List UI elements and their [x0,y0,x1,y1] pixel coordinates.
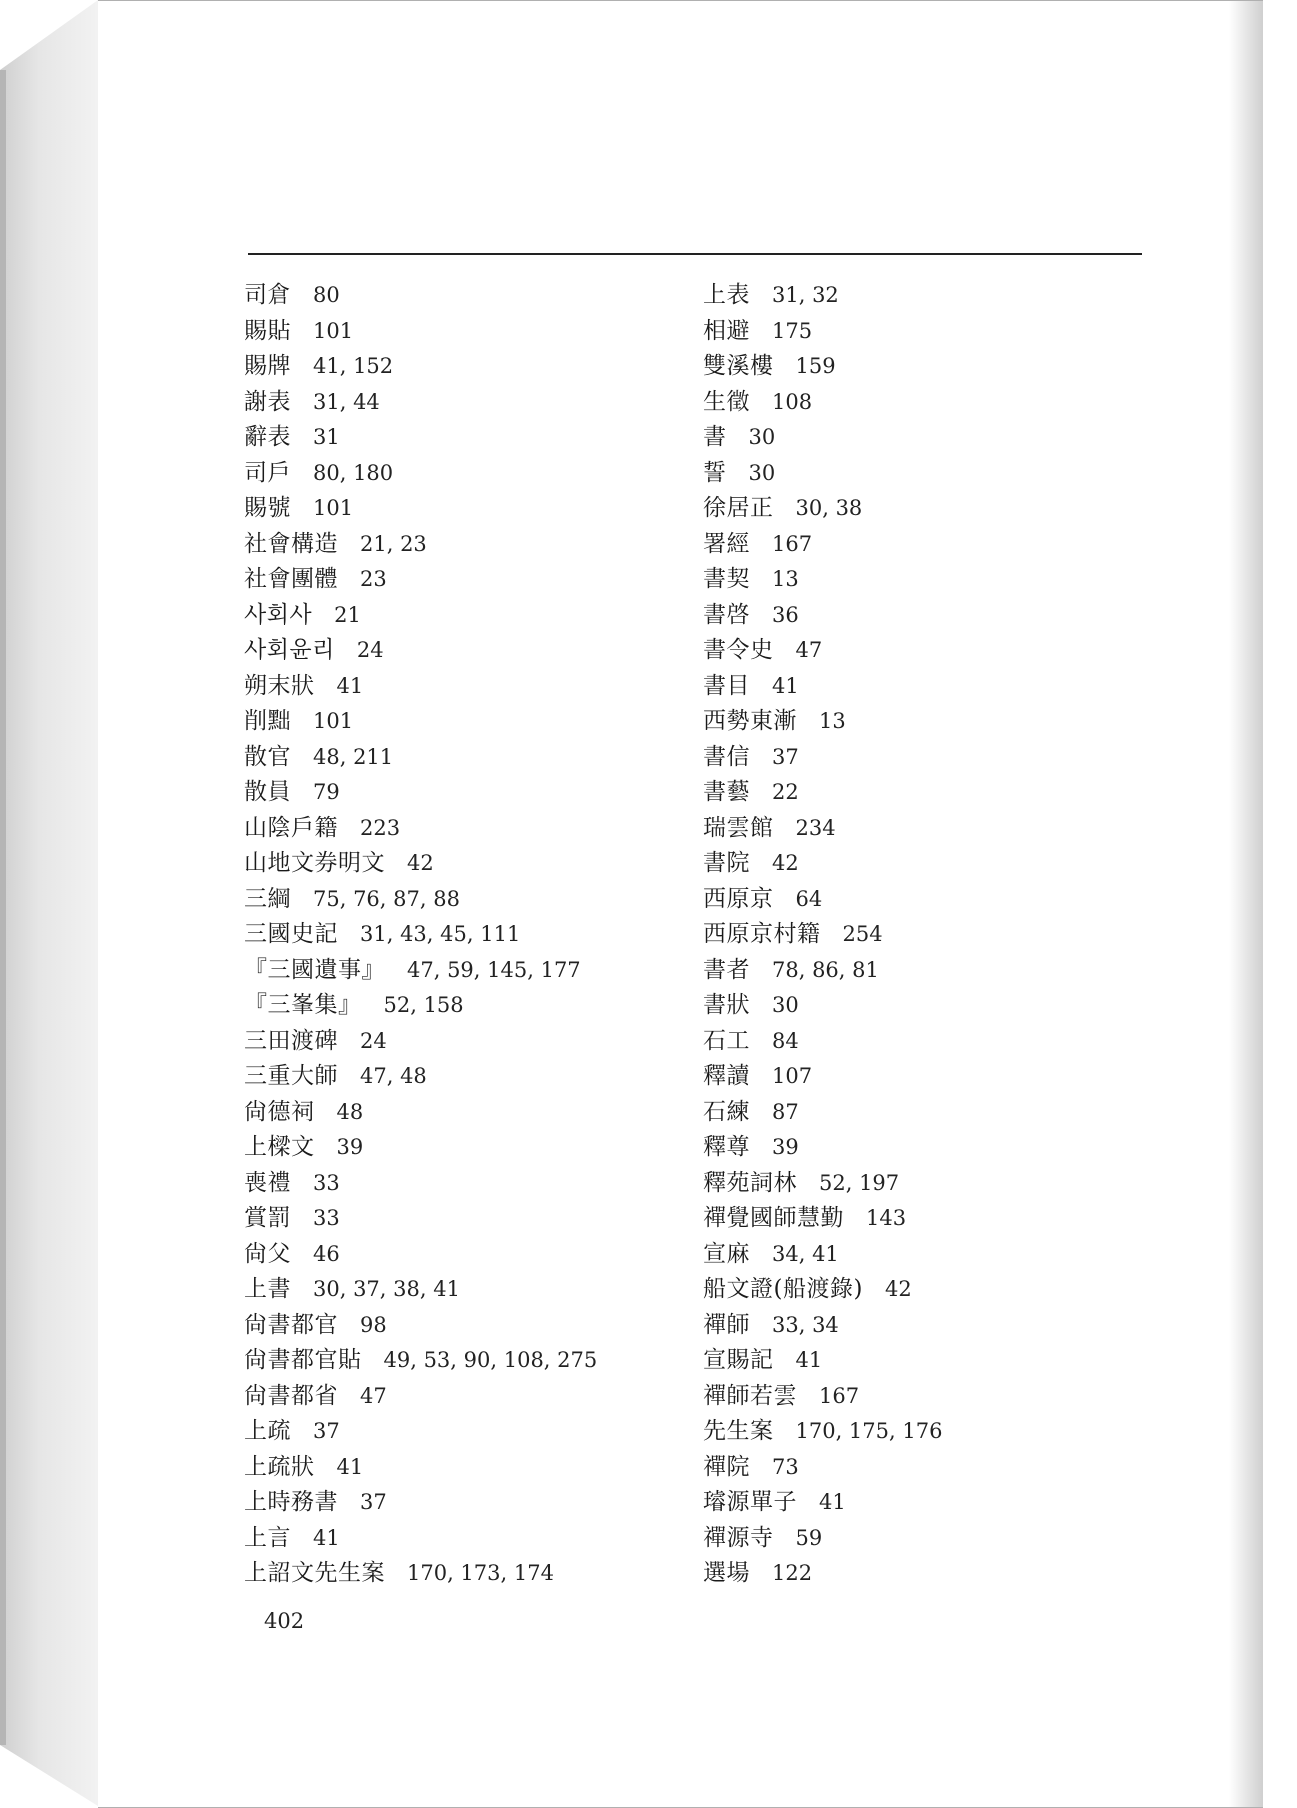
index-entry [703,1095,1143,1131]
index-term: 石工 [703,1027,750,1054]
index-page-refs: 49, 53, 90, 108, 275 [383,1348,598,1372]
index-term: 書 [703,424,727,450]
index-entry [703,669,1143,705]
index-entry [703,349,1143,385]
index-term: 辭表 [244,424,291,450]
index-term: 賜號 [244,495,291,521]
index-page-refs: 24 [360,1028,387,1053]
index-term: 石練 [703,1098,750,1125]
index-term: 賞罰 [244,1205,291,1231]
index-term: 社會團體 [244,566,338,592]
index-term: 上表 [703,282,750,308]
index-page-refs: 37 [360,1490,387,1514]
index-entry [244,704,684,740]
index-page-refs: 46 [313,1241,340,1266]
index-entry [244,882,684,918]
index-page-refs: 87 [772,1099,799,1124]
index-term: 禪師若雲 [703,1382,797,1409]
index-entry [244,1024,684,1060]
index-entry [244,740,684,776]
index-entry [703,1272,1143,1308]
index-entry [703,633,1143,669]
index-term: 司倉 [244,282,291,308]
index-term: 上言 [244,1524,291,1551]
index-term: 書目 [703,672,750,699]
index-term: 사회사 [244,601,313,628]
index-term: 三綱 [244,885,291,912]
index-page-refs: 234 [795,815,836,840]
book-spine-edge [0,70,6,1745]
index-entry [244,1450,684,1486]
index-entry [703,1343,1143,1379]
index-page-refs: 52, 158 [383,993,464,1017]
index-page-refs: 101 [313,709,354,733]
index-term: 上詔文先生案 [244,1560,385,1586]
index-term: 署經 [703,530,750,557]
index-page-refs: 37 [313,1419,340,1443]
index-page-refs: 33 [313,1170,340,1195]
index-entry [703,491,1143,527]
page-edge-shadow [1229,1,1263,1807]
index-entry [244,1521,684,1557]
index-entry [703,1414,1143,1450]
index-entry [244,1556,684,1592]
index-page-refs: 42 [884,1277,912,1301]
index-term: 山陰戶籍 [244,814,338,841]
index-term: 上疏狀 [244,1453,315,1480]
index-term: 尙父 [244,1240,291,1267]
index-term: 船文證(船渡錄) [703,1276,863,1302]
index-entry [244,988,684,1024]
index-term: 宣賜記 [703,1347,774,1373]
index-term: 書者 [703,956,750,983]
index-term: 瑞雲館 [703,814,774,841]
index-page-refs: 64 [795,886,823,911]
index-page-refs: 78, 86, 81 [772,957,879,982]
index-entry [703,811,1143,847]
index-entry [244,811,684,847]
index-page-refs: 52, 197 [819,1170,900,1195]
index-page-refs: 41 [795,1348,823,1372]
index-page-refs: 30, 38 [795,496,863,520]
index-entry [244,314,684,350]
index-term: 先生案 [703,1418,774,1444]
index-entry [244,917,684,953]
index-entry [703,1201,1143,1237]
index-page-refs: 47, 59, 145, 177 [407,957,581,982]
index-entry [244,420,684,456]
index-term: 上樑文 [244,1134,315,1160]
index-page-refs: 80, 180 [313,460,394,485]
index-page-refs: 36 [772,602,799,627]
index-entry [703,775,1143,811]
index-page-refs: 79 [313,780,340,804]
index-page-refs: 41 [336,1454,364,1479]
index-page-refs: 108 [772,389,813,414]
index-page-refs: 59 [795,1525,823,1550]
index-page-refs: 37 [772,744,799,769]
index-page-refs: 42 [407,851,434,875]
index-page-refs: 31, 43, 45, 111 [360,922,521,946]
index-entry [703,953,1143,989]
index-term: 禪師 [703,1311,750,1338]
index-page-refs: 101 [313,496,354,520]
index-entry [703,456,1143,492]
index-page-refs: 31, 44 [313,389,380,414]
index-entry [703,1130,1143,1166]
index-entry [244,1272,684,1308]
index-page-refs: 170, 173, 174 [407,1561,554,1585]
index-page-refs: 21, 23 [360,531,427,556]
index-page-refs: 175 [772,318,813,343]
index-entry [244,775,684,811]
index-page-refs: 75, 76, 87, 88 [313,886,460,911]
index-term: 禪院 [703,1453,750,1480]
index-term: 書契 [703,566,750,592]
index-page-refs: 39 [336,1135,364,1159]
index-page-refs: 41 [313,1525,340,1550]
index-page-refs: 41 [336,673,364,698]
index-page-refs: 101 [313,318,354,343]
index-term: 生徵 [703,388,750,415]
index-page-refs: 167 [819,1383,860,1408]
index-term: 書藝 [703,779,750,805]
index-entry [703,1308,1143,1344]
index-page-refs: 167 [772,531,813,556]
index-entry [703,1237,1143,1273]
index-page-refs: 254 [842,922,883,946]
index-entry [244,349,684,385]
index-term: 書信 [703,743,750,770]
index-page-refs: 170, 175, 176 [795,1419,943,1443]
index-page-refs: 34, 41 [772,1241,839,1266]
index-entry [244,527,684,563]
index-term: 書啓 [703,601,750,628]
index-term: 三田渡碑 [244,1027,338,1054]
index-term: 上書 [244,1276,291,1302]
index-term: 書院 [703,850,750,876]
index-page-refs: 98 [360,1312,387,1337]
index-term: 散員 [244,779,291,805]
index-entry [244,1308,684,1344]
index-page-refs: 23 [360,567,387,591]
index-entry [244,491,684,527]
index-page-refs: 33 [313,1206,340,1230]
index-entry [244,1166,684,1202]
index-term: 釋讀 [703,1063,750,1089]
index-page-refs: 24 [356,638,384,662]
index-page-refs: 30 [748,460,776,485]
index-page-refs: 47 [795,638,823,662]
index-entry [244,598,684,634]
index-page-refs: 33, 34 [772,1312,839,1337]
index-entry [703,1450,1143,1486]
index-entry [703,562,1143,598]
index-term: 散官 [244,743,291,770]
index-term: 書令史 [703,637,774,663]
index-term: 『三國遺事』 [244,956,385,983]
index-entry [244,953,684,989]
index-column-left [244,278,684,1592]
index-page-refs: 223 [360,815,401,840]
index-page-refs: 30 [772,993,799,1017]
index-term: 釋苑詞林 [703,1169,797,1196]
index-entry [244,278,684,314]
index-term: 西勢東漸 [703,708,797,734]
index-term: 사회윤리 [244,637,335,663]
index-page-refs: 41 [819,1490,846,1514]
index-page-refs: 22 [772,780,799,804]
index-term: 朔末狀 [244,672,315,699]
index-term: 社會構造 [244,530,338,557]
index-term: 選場 [703,1560,750,1586]
index-term: 雙溪樓 [703,353,774,379]
index-entry [703,527,1143,563]
index-term: 三國史記 [244,921,338,947]
page-number: 402 [264,1609,305,1633]
index-entry [703,846,1143,882]
index-entry [703,704,1143,740]
index-entry [703,1024,1143,1060]
index-page-refs: 84 [772,1028,799,1053]
index-term: 釋尊 [703,1134,750,1160]
index-entry [244,669,684,705]
index-term: 上疏 [244,1418,291,1444]
index-term: 西原京 [703,885,774,912]
index-term: 誓 [703,459,727,486]
index-entry [244,1414,684,1450]
index-entry [244,1379,684,1415]
index-entry [703,917,1143,953]
index-entry [244,562,684,598]
index-term: 宣麻 [703,1240,750,1267]
index-page-refs: 48, 211 [313,744,394,769]
index-term: 山地文券明文 [244,850,385,876]
index-page-refs: 13 [772,567,799,591]
index-page-refs: 48 [336,1099,364,1124]
index-term: 書狀 [703,992,750,1018]
index-page-refs: 107 [772,1064,813,1088]
index-term: 璿源單子 [703,1489,797,1515]
index-entry [244,1343,684,1379]
index-page-refs: 159 [795,354,836,378]
index-entry [244,1201,684,1237]
index-page-refs: 30, 37, 38, 41 [313,1277,460,1301]
index-term: 禪覺國師慧勤 [703,1205,844,1231]
index-entry [703,314,1143,350]
index-term: 尙德祠 [244,1098,315,1125]
index-entry [703,882,1143,918]
index-term: 喪禮 [244,1169,291,1196]
index-page-refs: 13 [819,709,846,733]
index-entry [244,1095,684,1131]
index-page-refs: 73 [772,1454,799,1479]
index-entry [703,420,1143,456]
index-term: 謝表 [244,388,291,415]
index-entry [703,1166,1143,1202]
index-entry [703,278,1143,314]
header-rule [248,253,1142,255]
index-entry [703,598,1143,634]
index-entry [244,633,684,669]
index-term: 賜貼 [244,317,291,344]
index-term: 上時務書 [244,1489,338,1515]
index-entry [703,988,1143,1024]
index-term: 禪源寺 [703,1524,774,1551]
index-term: 徐居正 [703,495,774,521]
index-entry [244,846,684,882]
index-entry [703,1379,1143,1415]
index-entry [703,1556,1143,1592]
index-page-refs: 80 [313,283,340,307]
index-term: 司戶 [244,459,291,486]
index-entry [244,1485,684,1521]
index-page-refs: 143 [866,1206,907,1230]
book-spine [0,0,99,1806]
index-page-refs: 31, 32 [772,283,839,307]
index-page-refs: 30 [748,425,776,449]
index-page-refs: 31 [313,425,340,449]
index-term: 削黜 [244,708,291,734]
index-entry [703,1521,1143,1557]
index-entry [703,740,1143,776]
index-term: 尙書都官貼 [244,1347,362,1373]
index-page-refs: 122 [772,1561,813,1585]
index-entry [244,385,684,421]
index-page-refs: 42 [772,851,799,875]
index-entry [244,1059,684,1095]
index-term: 『三峯集』 [244,992,362,1018]
index-entry [244,456,684,492]
index-entry [244,1130,684,1166]
index-entry [703,1485,1143,1521]
index-page-refs: 39 [772,1135,799,1159]
index-entry [244,1237,684,1273]
index-term: 西原京村籍 [703,921,821,947]
index-term: 賜牌 [244,353,291,379]
index-term: 尙書都省 [244,1382,338,1409]
index-page-refs: 41 [772,673,799,698]
index-column-right [703,278,1143,1592]
index-entry [703,385,1143,421]
index-page-refs: 41, 152 [313,354,394,378]
index-term: 尙書都官 [244,1311,338,1338]
index-page-refs: 47, 48 [360,1064,427,1088]
index-page-refs: 21 [334,602,361,627]
index-term: 相避 [703,317,750,344]
index-page-refs: 47 [360,1383,387,1408]
index-term: 三重大師 [244,1063,338,1089]
index-entry [703,1059,1143,1095]
